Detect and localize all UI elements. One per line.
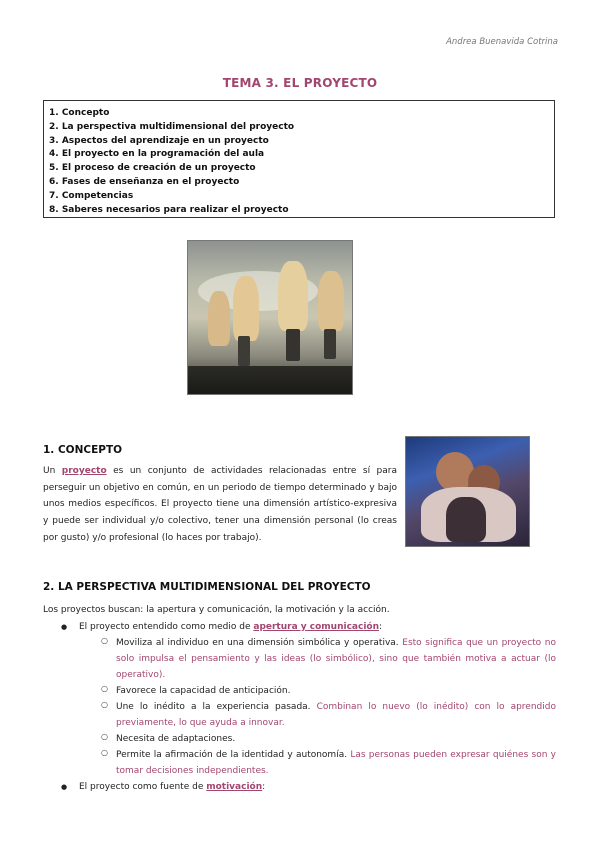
sub-bullet-icon: ○ <box>101 732 108 741</box>
sub-bullet-icon: ○ <box>101 636 108 645</box>
sub-bullet-icon: ○ <box>101 748 108 757</box>
toc-item: 3. Aspectos del aprendizaje en un proyecto <box>49 135 269 146</box>
sub-bullet-icon: ○ <box>101 700 108 709</box>
sub-item-inedito: Une lo inédito a la experiencia pasada. Combinan lo nuevo (lo inédito) con lo aprendido previamente, lo que ayuda a innovar. <box>116 702 556 728</box>
toc-item: 8. Saberes necesarios para realizar el proyecto <box>49 204 289 215</box>
dance-stage-photo <box>187 240 353 395</box>
perspectiva-intro: Los proyectos buscan: la apertura y comunicación, la motivación y la acción. <box>43 605 390 615</box>
keyword-apertura: apertura y comunicación <box>253 622 380 632</box>
toc-item: 4. El proyecto en la programación del aula <box>49 149 265 160</box>
sub-item-anticipacion: Favorece la capacidad de anticipación. <box>116 686 291 696</box>
keyword-proyecto: proyecto <box>61 466 107 476</box>
toc-item: 5. El proceso de creación de un proyecto <box>49 163 256 174</box>
page-title: TEMA 3. EL PROYECTO <box>222 76 378 90</box>
toc-item: 1. Concepto <box>49 108 110 118</box>
keyword-motivacion: motivación <box>206 782 263 792</box>
performers-photo <box>405 436 530 547</box>
section-heading-concepto: 1. CONCEPTO <box>43 444 123 456</box>
sub-item-moviliza: Moviliza al individuo en una dimensión simbólica y operativa. Esto significa que un proyecto no solo impulsa el pensamiento y las ideas (lo simbólico), sino que también motiva a actuar (lo operativo). <box>116 638 556 680</box>
bullet-icon: ● <box>61 783 68 791</box>
sub-item-adaptaciones: Necesita de adaptaciones. <box>116 734 236 744</box>
sub-item-identidad: Permite la afirmación de la identidad y autonomía. Las personas pueden expresar quiénes son y tomar decisiones independientes. <box>116 750 556 776</box>
toc-item: 7. Competencias <box>49 190 134 201</box>
table-of-contents <box>43 100 555 218</box>
toc-item: 2. La perspectiva multidimensional del proyecto <box>49 121 295 132</box>
bullet-icon: ● <box>61 623 68 631</box>
concepto-paragraph: Un proyecto es un conjunto de actividades relacionadas entre sí para perseguir un objetivo en común, en un periodo de tiempo determinado y bajo unos medios específicos. El proyecto tiene una dimensión artístico-expresiva y puede ser individual y/o colectivo, tener una dimensión personal (lo creas por gusto) y/o profesional (lo haces por trabajo). <box>43 466 398 543</box>
bullet-apertura: ● El proyecto entendido como medio de apertura y comunicación: <box>61 619 382 635</box>
author-name: Andrea Buenavida Cotrina <box>446 37 558 47</box>
section-heading-perspectiva: 2. LA PERSPECTIVA MULTIDIMENSIONAL DEL PROYECTO <box>43 581 371 593</box>
sub-bullet-icon: ○ <box>101 684 108 693</box>
toc-item: 6. Fases de enseñanza en el proyecto <box>49 176 240 187</box>
bullet-motivacion: ● El proyecto como fuente de motivación: <box>61 779 265 795</box>
